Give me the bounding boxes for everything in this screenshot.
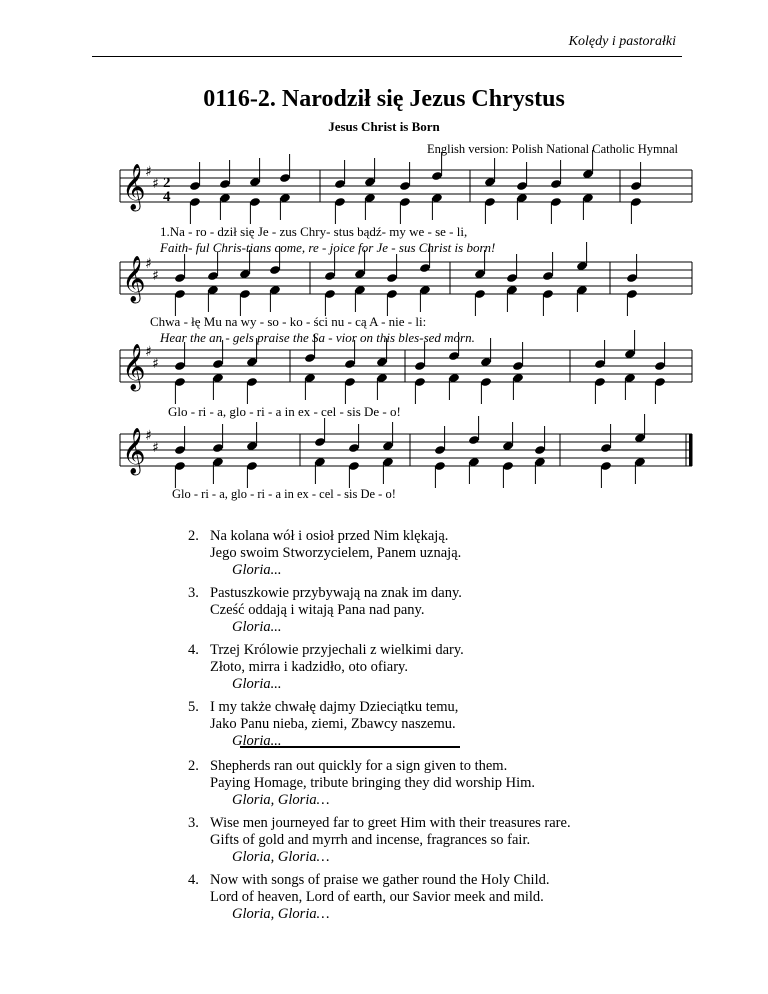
verse-line: Jako Panu nieba, ziemi, Zbawcy naszemu. (210, 716, 456, 732)
song-title: 0116-2. Narodził się Jezus Chrystus (203, 86, 565, 112)
verse-line: Pastuszkowie przybywają na znak im dany. (210, 585, 462, 601)
verse-line: I my także chwałę dajmy Dzieciątku temu, (210, 699, 459, 715)
lyrics-system3: Glo - ri - a, glo - ri - a in ex - cel - sis De - o! (168, 404, 401, 419)
verse-refrain: Gloria... (232, 676, 282, 692)
verse-number: 4. (188, 872, 199, 888)
verse-line: Jego swoim Stworzycielem, Panem uznają. (210, 545, 462, 561)
verse-refrain: Gloria, Gloria… (232, 792, 330, 808)
verse-line: Paying Homage, tribute bringing they did worship Him. (210, 775, 536, 791)
lyrics-system4: Glo - ri - a, glo - ri - a in ex - cel - sis De - o! (172, 487, 396, 501)
polish-verse-4 (188, 642, 464, 693)
verse-line: Lord of heaven, Lord of earth, our Savior meek and mild. (210, 889, 544, 905)
verse-refrain: Gloria... (232, 619, 282, 635)
verse-refrain: Gloria... (232, 733, 282, 749)
verse-refrain: Gloria, Gloria… (232, 906, 330, 922)
sharp-icon: ♯ (152, 176, 159, 192)
verse-line: Now with songs of praise we gather round the Holy Child. (210, 872, 550, 888)
sharp-icon: ♯ (145, 428, 152, 444)
verse-line: Shepherds ran out quickly for a sign given to them. (210, 758, 508, 774)
verse-number: 2. (188, 528, 199, 544)
sharp-icon: ♯ (145, 344, 152, 360)
verse-refrain: Gloria... (232, 562, 282, 578)
verse-number: 2. (188, 758, 199, 774)
lyrics-system2-english: Hear the an - gels praise the Sa - vior on this bles-sed morn. (160, 330, 475, 345)
treble-clef-icon: 𝄞 (122, 344, 146, 390)
treble-clef-icon: 𝄞 (122, 428, 146, 474)
time-signature-top: 2 (163, 175, 171, 191)
verse-line: Trzej Królowie przyjechali z wielkimi dary. (210, 642, 464, 658)
verse-number: 3. (188, 815, 199, 831)
verse-line: Cześć oddają i witają Pana nad pany. (210, 602, 425, 618)
time-signature-bottom: 4 (163, 189, 171, 205)
lyrics-system1-polish: 1.Na - ro - dził się Je - zus Chry- stus bądź- my we - se - li, (160, 224, 468, 239)
english-verse-2 (188, 758, 571, 809)
sharp-icon: ♯ (145, 256, 152, 272)
verse-line: Gifts of gold and myrrh and incense, fragrances so fair. (210, 832, 531, 848)
treble-clef-icon: 𝄞 (122, 256, 146, 302)
verse-number: 5. (188, 699, 199, 715)
verse-line: Na kolana wół i osioł przed Nim klękają. (210, 528, 449, 544)
polish-verse-3 (188, 585, 464, 636)
lyrics-system2-polish: Chwa - łę Mu na wy - so - ko - ści nu - cą A - nie - li: (150, 314, 427, 329)
sharp-icon: ♯ (152, 356, 159, 372)
translation-credit: English version: Polish National Catholic Hymnal (426, 142, 678, 156)
polish-verse-2 (188, 528, 464, 579)
verse-number: 3. (188, 585, 199, 601)
english-verse-4 (188, 872, 571, 923)
lyrics-system1-english: Faith- ful Chris-tians come, re - joice for Je - sus Christ is born! (160, 240, 496, 255)
english-verse-3 (188, 815, 571, 866)
verse-line: Wise men journeyed far to greet Him with their treasures rare. (210, 815, 571, 831)
polish-verses (188, 528, 464, 756)
sharp-icon: ♯ (152, 440, 159, 456)
verse-number: 4. (188, 642, 199, 658)
verse-refrain: Gloria, Gloria… (232, 849, 330, 865)
book-title: Kolędy i pastorałki (568, 34, 676, 49)
sharp-icon: ♯ (145, 164, 152, 180)
sharp-icon: ♯ (152, 268, 159, 284)
verse-divider (240, 746, 460, 748)
verse-line: Złoto, mirra i kadzidło, oto ofiary. (210, 659, 408, 675)
final-barline-thick (689, 434, 693, 466)
song-subtitle: Jesus Christ is Born (328, 119, 440, 134)
english-verses (188, 758, 571, 929)
treble-clef-icon: 𝄞 (122, 164, 146, 210)
polish-verse-5 (188, 699, 464, 750)
